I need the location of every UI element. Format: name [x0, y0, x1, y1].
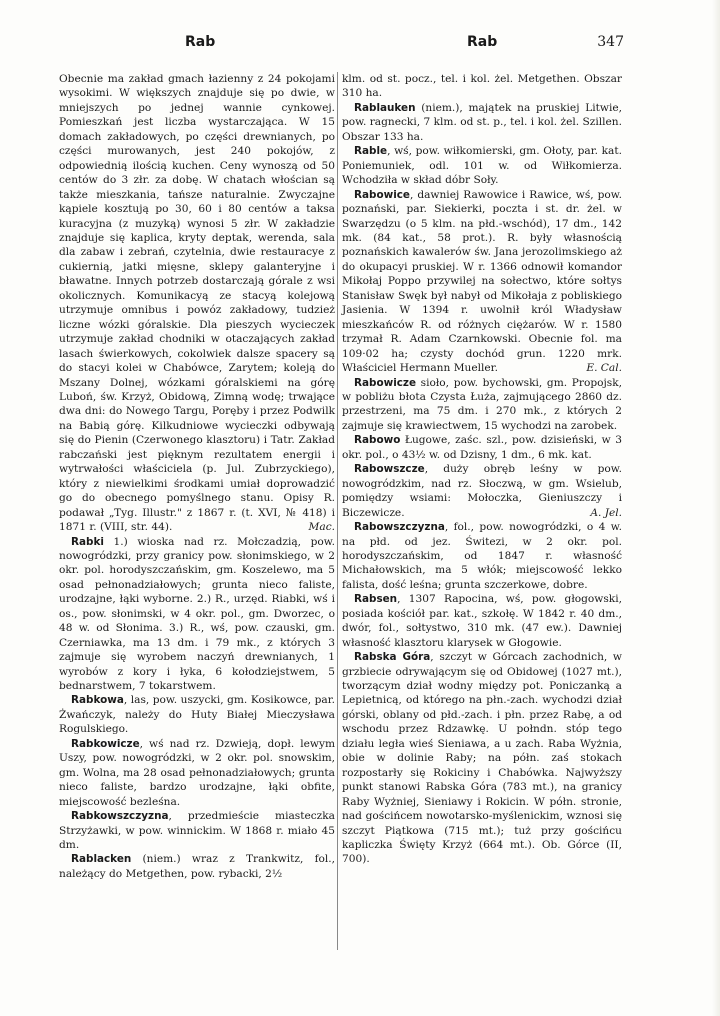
- entry-text: sioło, pow. bychowski, gm. Propojsk, w pobliżu błota Czysta Łuża, zajmującego 2860 dz. przestrzeni, ma 75 dm. i 270 mk., z których 2 zajmuje się krawiectwem, 15 wychodzi na zarobek.: [342, 376, 622, 432]
- dictionary-entry: [59, 72, 335, 535]
- right-column: [342, 72, 622, 867]
- entry-headword: Rablauken: [354, 101, 416, 114]
- entry-text: klm. od st. pocz., tel. i kol. żel. Metgethen. Obszar 310 ha.: [342, 73, 622, 100]
- dictionary-entry: [59, 809, 335, 852]
- dictionary-entry: [342, 592, 622, 650]
- entry-headword: Rabkowa: [71, 694, 124, 707]
- dictionary-entry: [342, 144, 622, 187]
- entry-text: , szczyt w Górcach zachodnich, w grzbiecie odrywającym się od Obidowej (1027 mt.), tworzącym dział wodny między pot. Poniczanką a Lepietnicą, od którego na płn.-zach. wychodzi dział górski, oblany od płd.-zach. i płn. przez Rabę, a od wschodu przez Rdzawkę. U połndn. stóp tego działu legła wieś Sieniawa, a u zach. Raba Wyżnia, obie w dolinie Raby; na półn. zaś stokach rozpostarły się Rokiciny i Chabówka. Najwyższy punkt stanowi Rabska Góra (783 mt.), na granicy Raby Wyżniej, Sieniawy i Rokicin. W półn. stronie, nad gościńcem nowotarsko-myślenickim, wznosi się szczyt Piątkowa (715 mt.); tuż przy gościńcu kapliczka Święty Krzyż (664 mt.). Ob. Górce (II, 700).: [342, 651, 623, 866]
- page-edge-shadow: [712, 0, 720, 1016]
- dictionary-entry: [59, 737, 335, 809]
- entry-headword: Rabowicze: [354, 376, 417, 389]
- entry-headword: Rabkowicze: [71, 737, 140, 750]
- page-number: 347: [597, 34, 624, 50]
- header-left-word: Rab: [185, 34, 216, 50]
- author-signature: Mac.: [308, 521, 335, 534]
- dictionary-entry: [342, 650, 622, 867]
- running-header: [40, 34, 624, 54]
- entry-text: Ługowe, zaśc. szl., pow. dzisieński, w 3 okr. pol., o 43½ w. od Dzisny, 1 dm., 6 mk. kat.: [342, 434, 622, 461]
- entry-text: , wś nad rz. Dzwieją, dopł. lewym Uszy, pow. nowogródzki, w 2 okr. pol. snowskim, gm. Wolna, ma 28 osad pełnonadziałowych; grunta nieco faliste, bardzo urodzajne, łąki obfite, miejscowość bezleśna.: [59, 737, 335, 808]
- entry-text: (niem.) wraz z Trankwitz, fol., należący do Metgethen, pow. rybacki, 2½: [59, 853, 335, 880]
- entry-headword: Rabki: [71, 535, 104, 548]
- dictionary-entry: [59, 852, 335, 881]
- left-column: [59, 72, 335, 881]
- entry-text: , las, pow. uszycki, gm. Kosikowce, par. Żwańczyk, należy do Huty Białej Mieczysława Rogulskiego.: [59, 694, 335, 736]
- entry-headword: Rablacken: [71, 853, 132, 866]
- column-divider: [337, 72, 338, 950]
- dictionary-entry: [342, 72, 622, 101]
- entry-text: , wś, pow. wiłkomierski, gm. Ołoty, par. kat. Poniemuniek, odl. 101 w. od Wiłkomierza. Wchodziła w skład dóbr Soły.: [342, 145, 622, 187]
- entry-text: , 1307 Rapocina, wś, pow. głogowski, posiada kościół par. kat., szkołę. W 1842 r. 40 dm., dwór, fol., sołtystwo, 310 mk. (47 ew.). Dawniej własność klasztoru klarysek w Głogowie.: [342, 593, 622, 649]
- dictionary-entry: [342, 188, 622, 376]
- entry-headword: Rabska Góra: [354, 651, 431, 664]
- entry-text: , dawniej Rawowice i Rawice, wś, pow. poznański, par. Siekierki, poczta i st. dr. żel. w Swarzędzu (o 5 klm. na płd.-wschód), 17 dm., 142 mk. (84 kat., 58 prot.). R. były własnością poznańskich kawalerów św. Jana jerozolimskiego aż do okupacyi pruskiej. W r. 1366 odnowił komandor Mikołaj Poppo przywilej na sołectwo, które sołtys Stanisław Swęk był nabył od Mikołaja z pobliskiego Jasienia. W 1394 r. uwolnił król Władysław mieszkańców R. od różnych ciężarów. W r. 1580 trzymał R. Adam Czarnkowski. Obecnie fol. ma 109·02 ha; czysty dochód grun. 1220 mrk. Właściciel Hermann Mueller.: [342, 188, 622, 375]
- entry-headword: Rabowice: [354, 188, 410, 201]
- entry-text: , duży obręb leśny w pow. nowogródzkim, nad rz. Słoczwą, w gm. Wsielub, pomiędzy wsiami: Mołoczka, Gieniuszczy i Biczewicze.: [342, 463, 622, 519]
- author-signature: E. Cal.: [586, 362, 622, 375]
- entry-text: Obecnie ma zakład gmach łazienny z 24 pokojami wysokimi. W większych znajduje się po dwie, w mniejszych po jednej wannie cynkowej. Pomieszkań jest liczba wystarczająca. W 15 domach zakładowych, po części drewnianych, po części murowanych, jest 240 pokojów, z odpowiednią ilością kuchen. Ceny wynoszą od 50 centów do 3 złr. za dobę. W chatach włościan są także mieszkania, tańsze naturalnie. Zwyczajne kąpiele kosztują po 30, 60 i 80 centów a taksa kuracyjna (z muzyką) wynosi 5 złr. W zakładzie znajduje się kaplica, kryty deptak, werenda, sala dla zabaw i zebrań, czytelnia, dwie restauracye z cukiernią, jatki mięsne, sklepy galanteryjne i bławatne. Innych potrzeb dostarczają górale z wsi okolicznych. Komunikacyą ze stacyą kolejową utrzymuje omnibus i powóz zakładowy, tudzież liczne wózki góralskie. Dla pieszych wycieczek utrzymuje zakład chodniki w otaczających zakład lasach świerkowych, cokolwiek dalsze spacery są do stacyi kolei w Chabówce, Zarytem; koleją do Mszany Dolnej, wózkami góralskiemi na górę Luboń, św. Krzyż, Obidową, Zimną wodę; trwające dwa dni: do Nowego Targu, Poręby i przez Podwilk na Babią górę. Kilkudniowe wycieczki odbywają się do Pienin (Czerwonego klasztoru) i Tatr. Zakład rabczański jest pięknym rezultatem energii i wytrwałości właściciela (p. Jul. Zubrzyckiego), który z niewielkimi środkami umiał doprowadzić go do obecnego pomyślnego stanu. Opisy R. podawał „Tyg. Illustr." z 1867 r. (t. XVI, № 418) i 1871 r. (VIII, str. 44).: [59, 73, 335, 534]
- entry-headword: Rabowszcze: [354, 463, 425, 476]
- dictionary-entry: [342, 101, 622, 144]
- entry-headword: Rabkowszczyzna: [71, 810, 169, 823]
- header-center-word: Rab: [467, 34, 498, 50]
- dictionary-entry: [342, 433, 622, 462]
- dictionary-entry: [59, 693, 335, 736]
- entry-headword: Rabsen: [354, 593, 398, 606]
- entry-headword: Rable: [354, 145, 388, 158]
- entry-text: , przedmieście miasteczka Strzyżawki, w pow. winnickim. W 1868 r. miało 45 dm.: [59, 810, 335, 852]
- dictionary-entry: [342, 462, 622, 520]
- entry-text: , fol., pow. nowogródzki, o 4 w. na płd. od jez. Świtezi, w 2 okr. pol. horodyszczańskim, od 1847 r. własność Michałowskich, ma 5 włók; miejscowość lekko falista, dość leśna; grunta szczerkowe, dobre.: [342, 521, 622, 591]
- dictionary-entry: [342, 520, 622, 592]
- entry-headword: Rabowo: [354, 434, 401, 447]
- entry-text: (niem.), majątek na pruskiej Litwie, pow. ragnecki, 7 klm. od st. p., tel. i kol. żel. Szillen. Obszar 133 ha.: [342, 101, 622, 143]
- entry-headword: Rabowszczyzna: [354, 521, 445, 534]
- dictionary-entry: [59, 535, 335, 694]
- entry-text: 1.) wioska nad rz. Mołczadzią, pow. nowogródzki, przy granicy pow. słonimskiego, w 2 okr. pol. horodyszczańskim, gm. Koszelewo, ma 5 osad pełnonadziałowych; grunta nieco faliste, urodzajne, łąki wyborne. 2.) R., urzęd. Riabki, wś i os., pow. słonimski, w 4 okr. pol., gm. Dworzec, o 48 w. od Słonima. 3.) R., wś, pow. czauski, gm. Czerniawka, ma 13 dm. i 79 mk., z których 3 zajmuje się wyrobem naczyń drewnianych, 1 wyrobów z kory i łyka, 6 kołodziejstwem, 5 bednarstwem, 7 tokarstwem.: [59, 535, 335, 693]
- dictionary-entry: [342, 376, 622, 434]
- author-signature: A. Jel.: [590, 506, 622, 519]
